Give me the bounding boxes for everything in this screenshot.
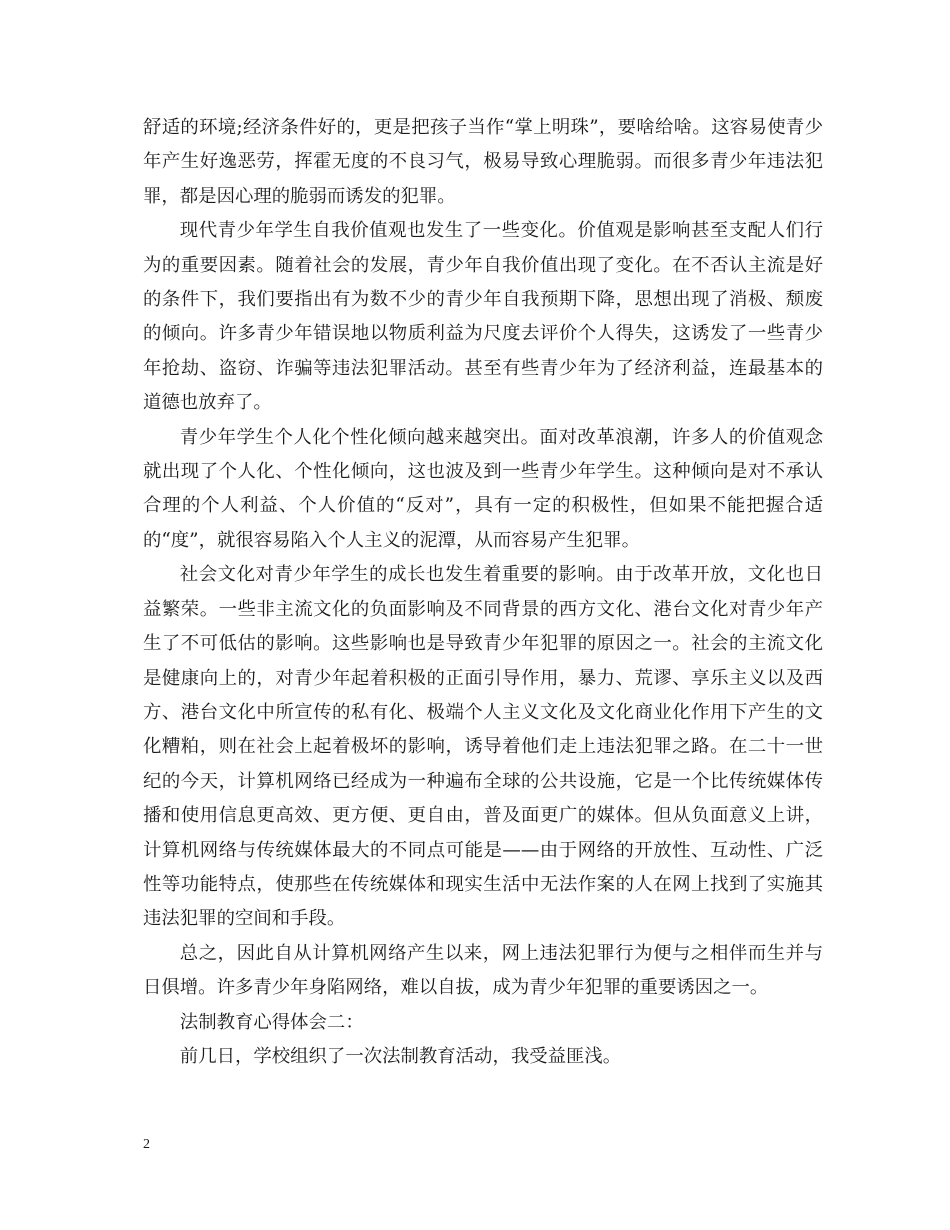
- paragraph-5: 总之，因此自从计算机网络产生以来，网上违法犯罪行为便与之相伴而生并与日俱增。许多青少年身陷网络，难以自拔，成为青少年犯罪的重要诱因之一。: [143, 942, 823, 999]
- paragraph-3: 青少年学生个人化个性化倾向越来越突出。面对改革浪潮，许多人的价值观念就出现了个人化、个性化倾向，这也波及到一些青少年学生。这种倾向是对不承认合理的个人利益、个人价值的“反对”，具有一定的积极性，但如果不能把握合适的“度”，就很容易陷入个人主义的泥潭，从而容易产生犯罪。: [143, 426, 823, 551]
- body-text: [143, 111, 823, 1074]
- page-number: 2: [143, 1137, 150, 1152]
- paragraph-1: 舒适的环境;经济条件好的，更是把孩子当作“掌上明珠”，要啥给啥。这容易使青少年产生好逸恶劳，挥霍无度的不良习气，极易导致心理脆弱。而很多青少年违法犯罪，都是因心理的脆弱而诱发的犯罪。: [143, 117, 823, 207]
- section-heading: 法制教育心得体会二：: [179, 1011, 364, 1033]
- paragraph-4: 社会文化对青少年学生的成长也发生着重要的影响。由于改革开放，文化也日益繁荣。一些非主流文化的负面影响及不同背景的西方文化、港台文化对青少年产生了不可低估的影响。这些影响也是导致青少年犯罪的原因之一。社会的主流文化是健康向上的，对青少年起着积极的正面引导作用，暴力、荒谬、享乐主义以及西方、港台文化中所宣传的私有化、极端个人主义文化及文化商业化作用下产生的文化糟粕，则在社会上起着极坏的影响，诱导着他们走上违法犯罪之路。在二十一世纪的今天，计算机网络已经成为一种遍布全球的公共设施，它是一个比传统媒体传播和使用信息更高效、更方便、更自由，普及面更广的媒体。但从负面意义上讲，计算机网络与传统媒体最大的不同点可能是——由于网络的开放性、互动性、广泛性等功能特点，使那些在传统媒体和现实生活中无法作案的人在网上找到了实施其违法犯罪的空间和手段。: [143, 564, 823, 930]
- paragraph-2: 现代青少年学生自我价值观也发生了一些变化。价值观是影响甚至支配人们行为的重要因素。随着社会的发展，青少年自我价值出现了变化。在不否认主流是好的条件下，我们要指出有为数不少的青少年自我预期下降，思想出现了消极、颓废的倾向。许多青少年错误地以物质利益为尺度去评价个人得失，这诱发了一些青少年抢劫、盗窃、诈骗等违法犯罪活动。甚至有些青少年为了经济利益，连最基本的道德也放弃了。: [143, 220, 823, 414]
- paragraph-6: 前几日，学校组织了一次法制教育活动，我受益匪浅。: [179, 1045, 622, 1067]
